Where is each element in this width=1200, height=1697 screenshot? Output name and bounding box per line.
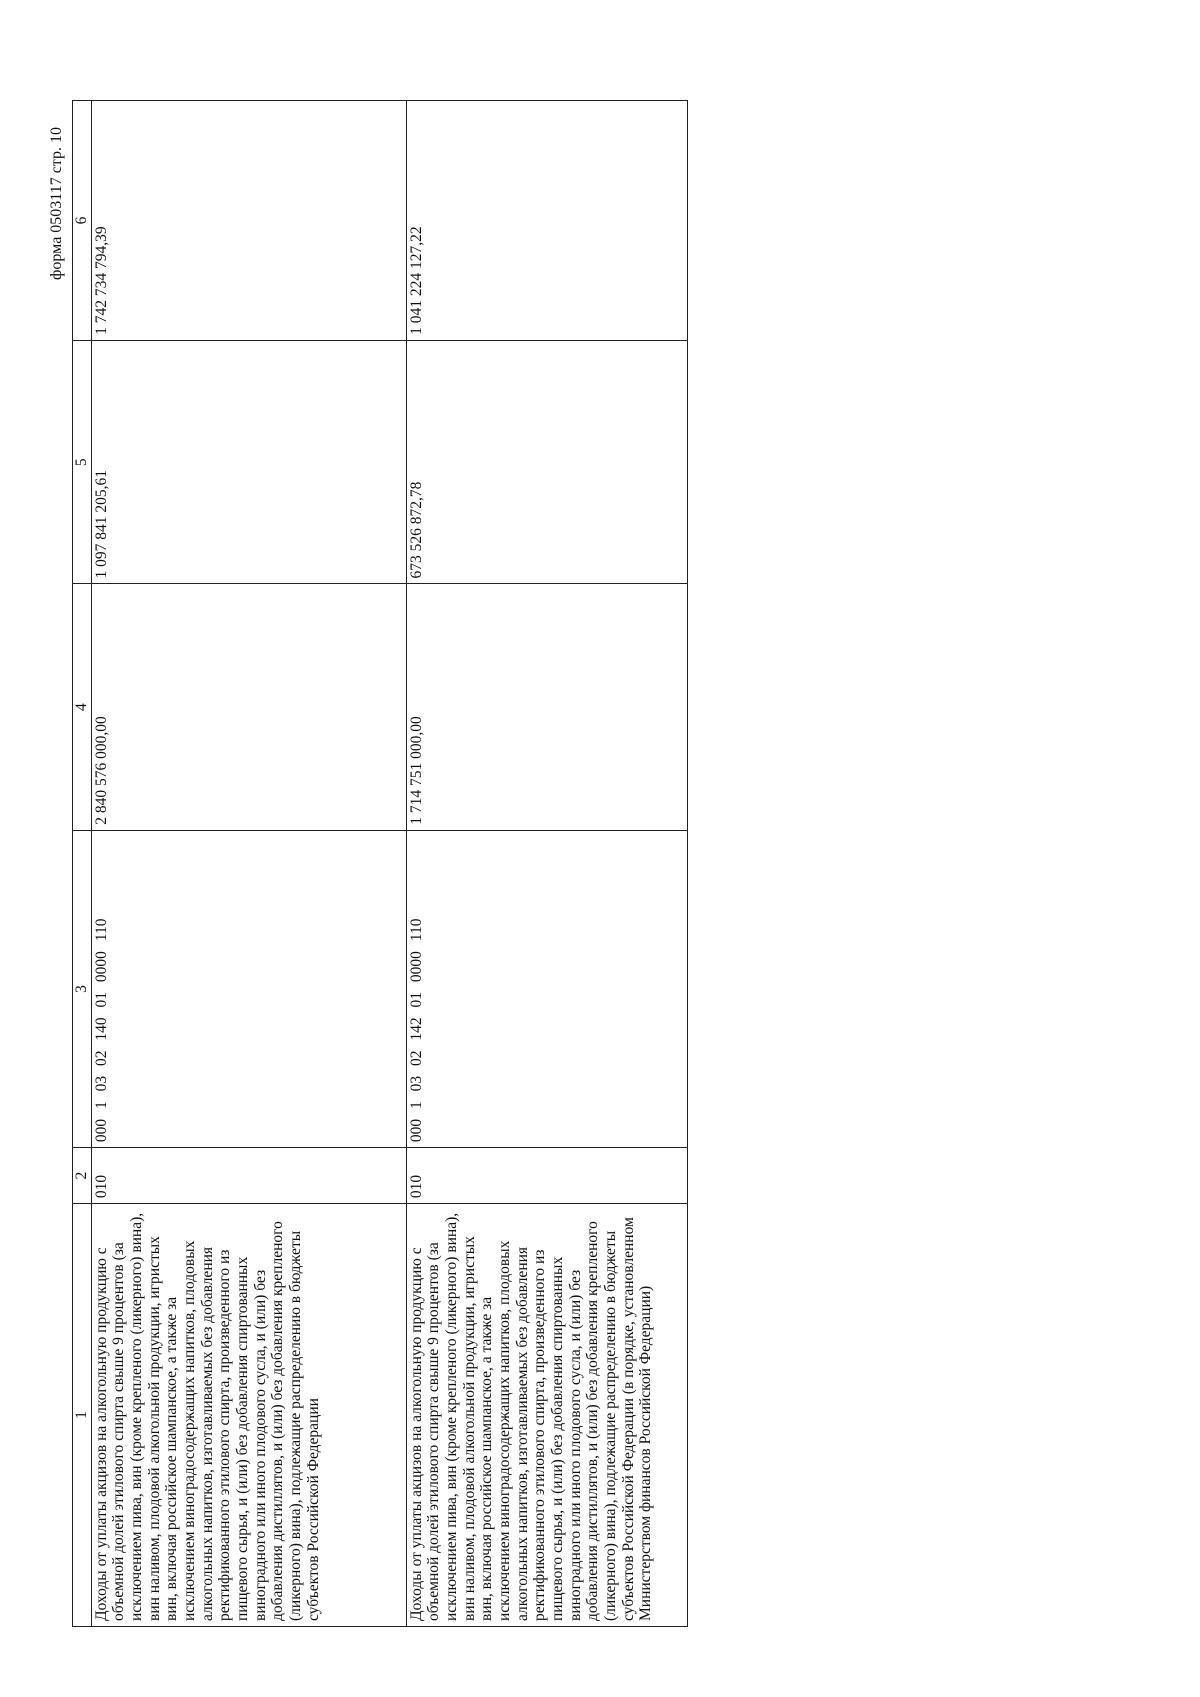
approved-amount-cell: 2 840 576 000,00: [91, 584, 406, 830]
form-number-label: форма 0503117 стр. 10: [48, 127, 65, 280]
approved-amount-cell: 1 714 751 000,00: [406, 584, 687, 830]
budget-classification-code-cell: 000 1 03 02 142 01 0000 110: [406, 830, 687, 1147]
line-code-cell: 010: [91, 1148, 406, 1204]
executed-amount-cell: 673 526 872,78: [406, 340, 687, 584]
column-number-row: [73, 101, 92, 1627]
column-header: 6: [73, 101, 92, 341]
rotated-page: [0, 100, 1200, 1697]
column-header: 1: [73, 1204, 92, 1627]
unexecuted-amount-cell: 1 041 224 127,22: [406, 101, 687, 341]
executed-amount-cell: 1 097 841 205,61: [91, 340, 406, 584]
income-table: [72, 100, 688, 1627]
column-header: 2: [73, 1148, 92, 1204]
income-name-cell: Доходы от уплаты акцизов на алкогольную продукцию с объемной долей этилового спирта свыше 9 процентов (за исключением пива, вин (кроме крепленого (ликерного) вина), вин наливом, плодовой алкогольной продукции, игристых вин, включая российское шампанское, а также за исключением виноградосодержащих напитков, плодовых алкогольных напитков, изготавливаемых без добавления ректификованного этилового спирта, произведенного из пищевого сырья, и (или) без добавления спиртованных виноградного или иного плодового сусла, и (или) без добавления дистиллятов, и (или) без добавления крепленого (ликерного) вина), подлежащие распределению в бюджеты субъектов Российской Федерации (в порядке, установленном Министерством финансов Российской Федерации): [406, 1204, 687, 1627]
table-row: [406, 101, 687, 1627]
income-name-cell: Доходы от уплаты акцизов на алкогольную продукцию с объемной долей этилового спирта свыше 9 процентов (за исключением пива, вин (кроме крепленого (ликерного) вина), вин наливом, плодовой алкогольной продукции, игристых вин, включая российское шампанское, а также за исключением виноградосодержащих напитков, плодовых алкогольных напитков, изготавливаемых без добавления ректификованного этилового спирта, произведенного из пищевого сырья, и (или) без добавления спиртованных виноградного или иного плодового сусла, и (или) без добавления дистиллятов, и (или) без добавления крепленого (ликерного) вина), подлежащие распределению в бюджеты субъектов Российской Федерации: [91, 1204, 406, 1627]
unexecuted-amount-cell: 1 742 734 794,39: [91, 101, 406, 341]
column-header: 3: [73, 830, 92, 1147]
line-code-cell: 010: [406, 1148, 687, 1204]
budget-classification-code-cell: 000 1 03 02 140 01 0000 110: [91, 830, 406, 1147]
column-header: 4: [73, 584, 92, 830]
table-row: [91, 101, 406, 1627]
column-header: 5: [73, 340, 92, 584]
